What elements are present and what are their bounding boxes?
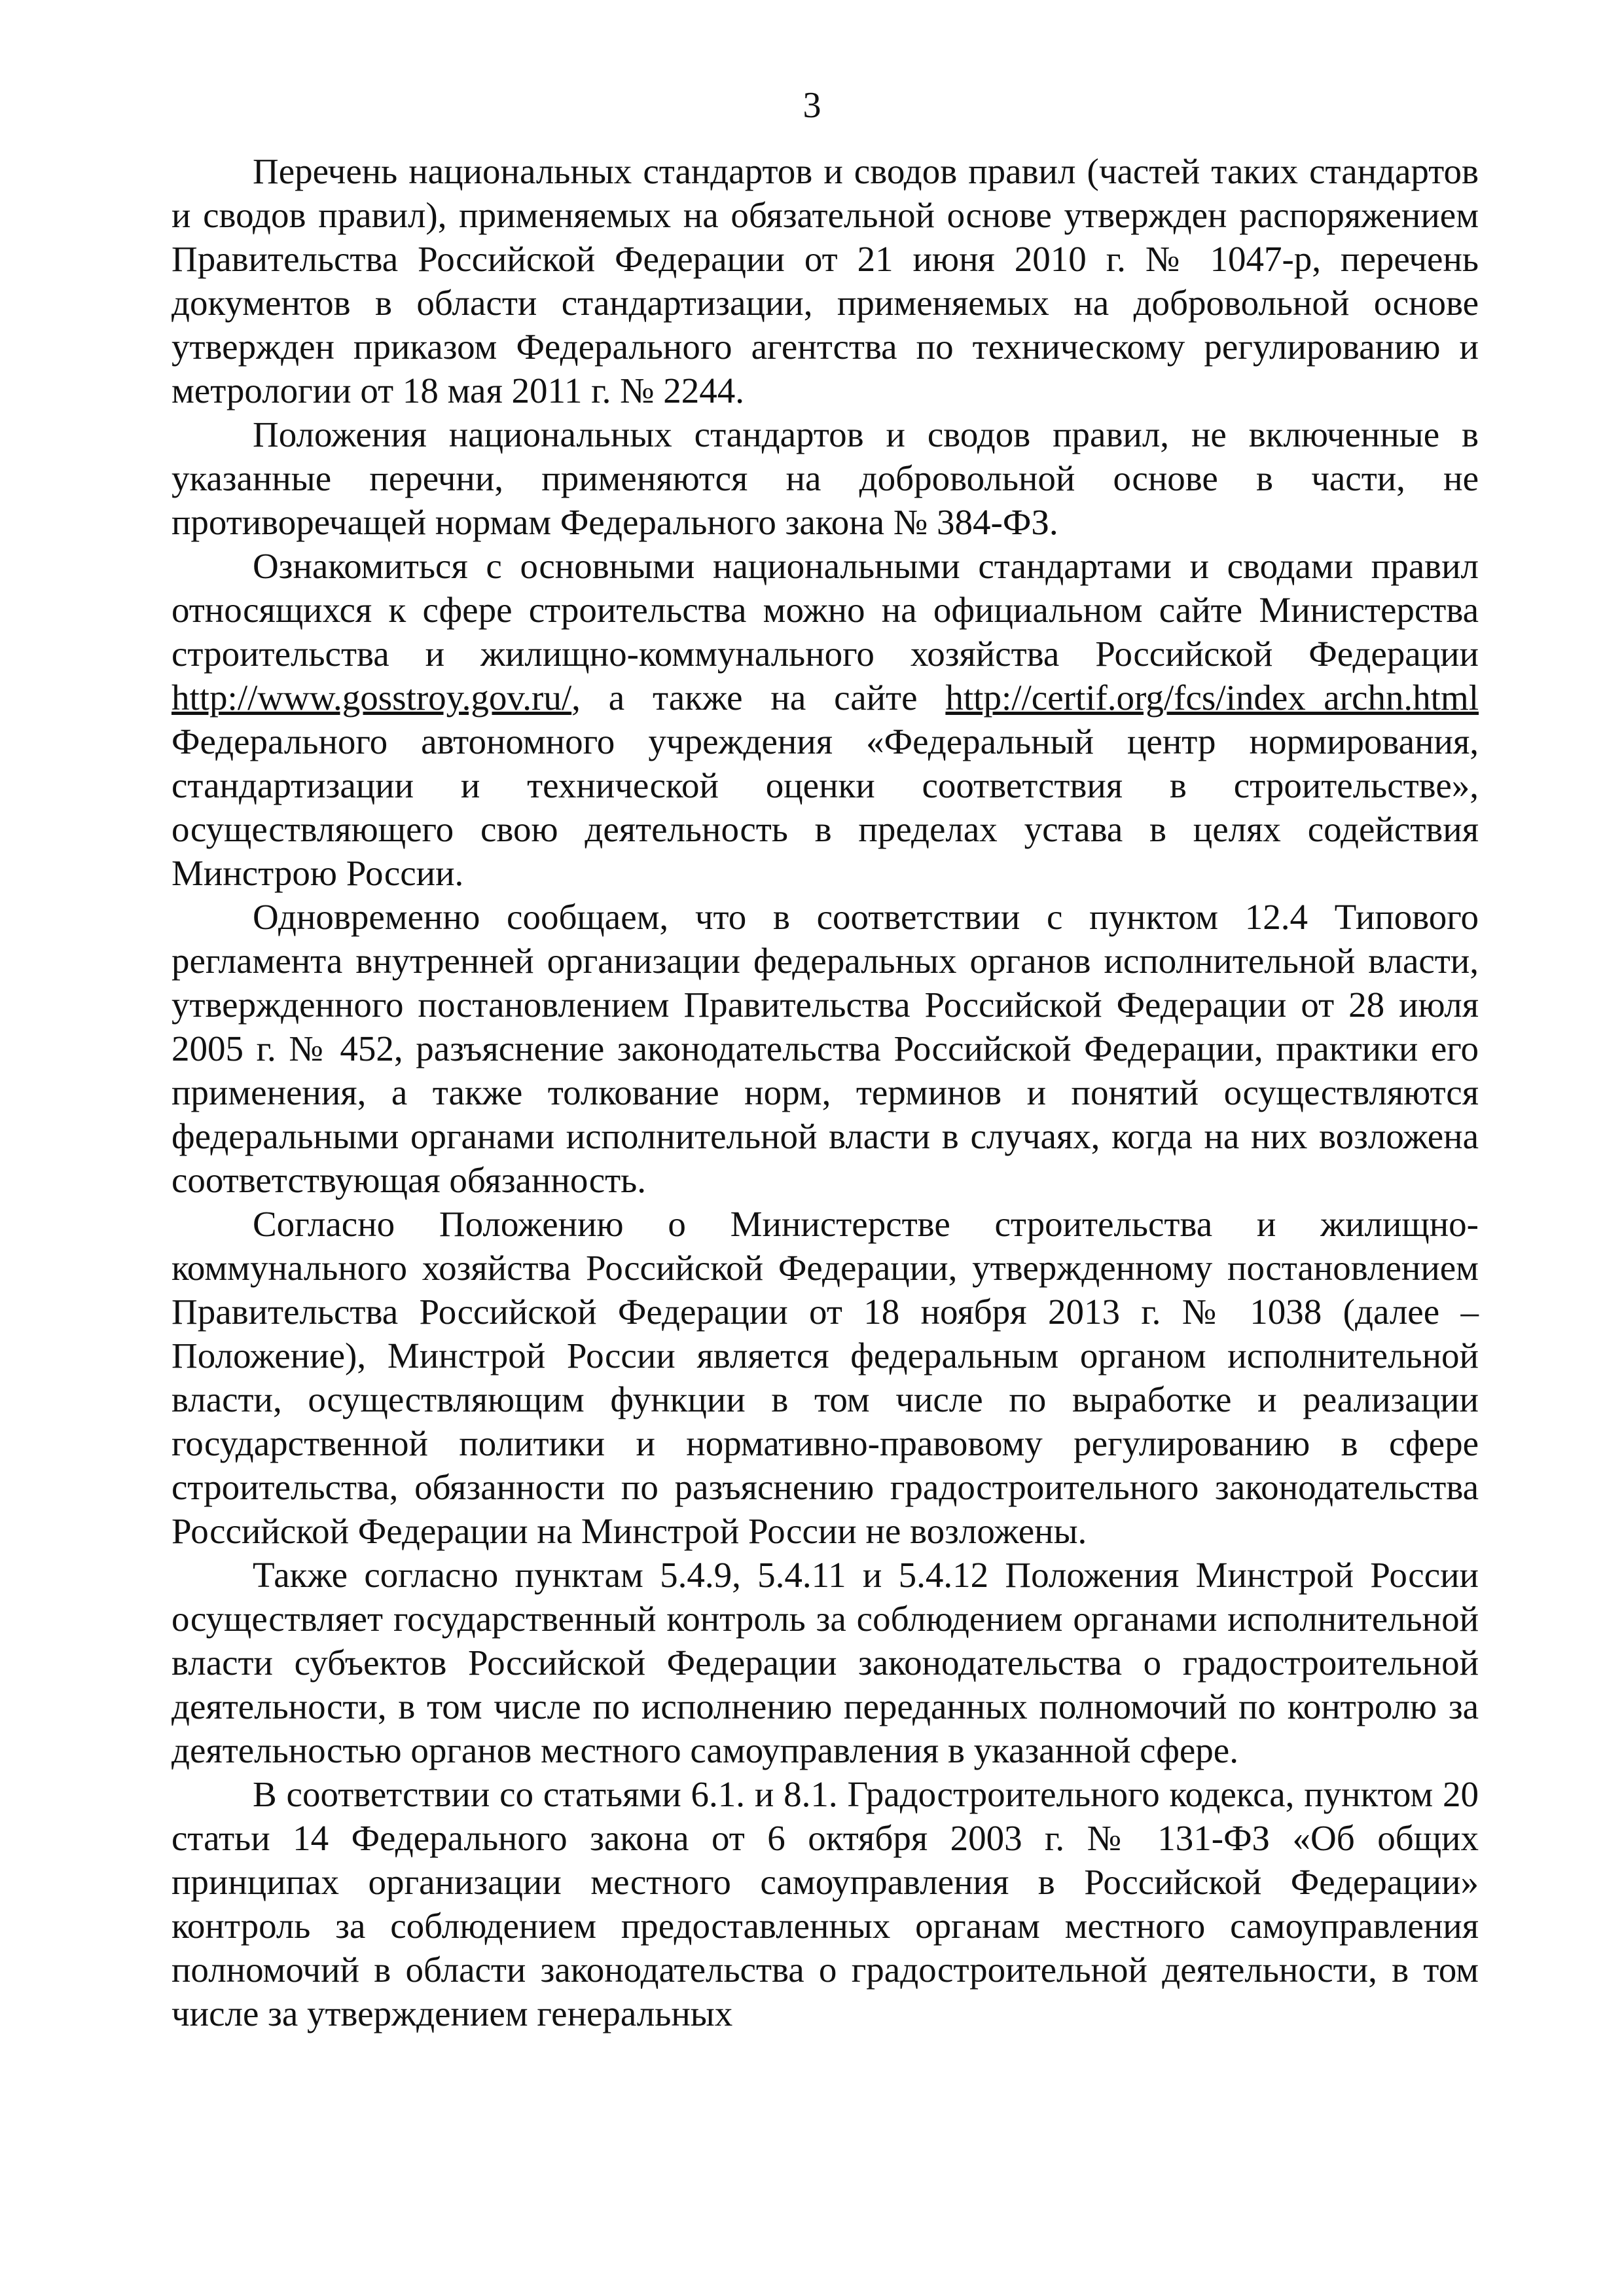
- paragraph-urban-planning-code: В соответствии со статьями 6.1. и 8.1. Градостроительного кодекса, пунктом 20 статьи 14 Федерального закона от 6 октября 2003 г. № 131-ФЗ «Об общих принципах организации местного самоуправления в Российской Федерации» контроль за соблюдением предоставленных органам местного самоуправления полномочий в области законодательства о градостроительной деятельности, в том числе за утверждением генеральных: [171, 1774, 1479, 2033]
- paragraph-reglament-clarification: Одновременно сообщаем, что в соответствии с пунктом 12.4 Типового регламента внутренней организации федеральных органов исполнительной власти, утвержденного постановлением Правительства Российской Федерации от 28 июля 2005 г. № 452, разъяснение законодательства Российской Федерации, практики его применения, а также толкование норм, терминов и понятий осуществляются федеральными органами исполнительной власти в случаях, когда на них возложена соответствующая обязанность.: [171, 897, 1479, 1200]
- gosstroy-link[interactable]: http://www.gosstroy.gov.ru/: [171, 678, 572, 718]
- paragraph-text-segment: Федерального автономного учреждения «Федеральный центр нормирования, стандартизации и технической оценки соответствия в строительстве», осуществляющего свою деятельность в пределах устава в целях содействия Минстрою России.: [171, 721, 1479, 893]
- certif-link[interactable]: http://certif.org/fcs/index_archn.html: [945, 678, 1479, 718]
- paragraph-voluntary-application: Положения национальных стандартов и сводов правил, не включенные в указанные перечни, применяются на добровольной основе в части, не противоречащей нормам Федерального закона № 384-ФЗ.: [171, 414, 1479, 542]
- document-body: [171, 149, 1479, 2035]
- page-number: 3: [803, 85, 821, 126]
- paragraph-text-segment: , а также на сайте: [571, 678, 946, 718]
- paragraph-standards-lists: Перечень национальных стандартов и сводов правил (частей таких стандартов и сводов правил), применяемых на обязательной основе утвержден распоряжением Правительства Российской Федерации от 21 июня 2010 г. № 1047-р, перечень документов в области стандартизации, применяемых на добровольной основе утвержден приказом Федерального агентства по техническому регулированию и метрологии от 18 мая 2011 г. № 2244.: [171, 151, 1479, 410]
- paragraph-ministry-regulation: Согласно Положению о Министерстве строительства и жилищно-коммунального хозяйства Российской Федерации, утвержденному постановлением Правительства Российской Федерации от 18 ноября 2013 г. № 1038 (далее – Положение), Минстрой России является федеральным органом исполнительной власти, осуществляющим функции в том числе по выработке и реализации государственной политики и нормативно-правовому регулированию в сфере строительства, обязанности по разъяснению градостроительного законодательства Российской Федерации на Минстрой России не возложены.: [171, 1204, 1479, 1551]
- paragraph-state-control: Также согласно пунктам 5.4.9, 5.4.11 и 5.4.12 Положения Минстрой России осуществляет государственный контроль за соблюдением органами исполнительной власти субъектов Российской Федерации законодательства о градостроительной деятельности, в том числе по исполнению переданных полномочий по контролю за деятельностью органов местного самоуправления в указанной сфере.: [171, 1555, 1479, 1770]
- paragraph-where-to-find-standards: [171, 544, 1479, 895]
- paragraph-text-segment: Ознакомиться с основными национальными стандартами и сводами правил относящихся к сфере строительства можно на официальном сайте Министерства строительства и жилищно-коммунального хозяйства Российской Федерации: [171, 546, 1479, 674]
